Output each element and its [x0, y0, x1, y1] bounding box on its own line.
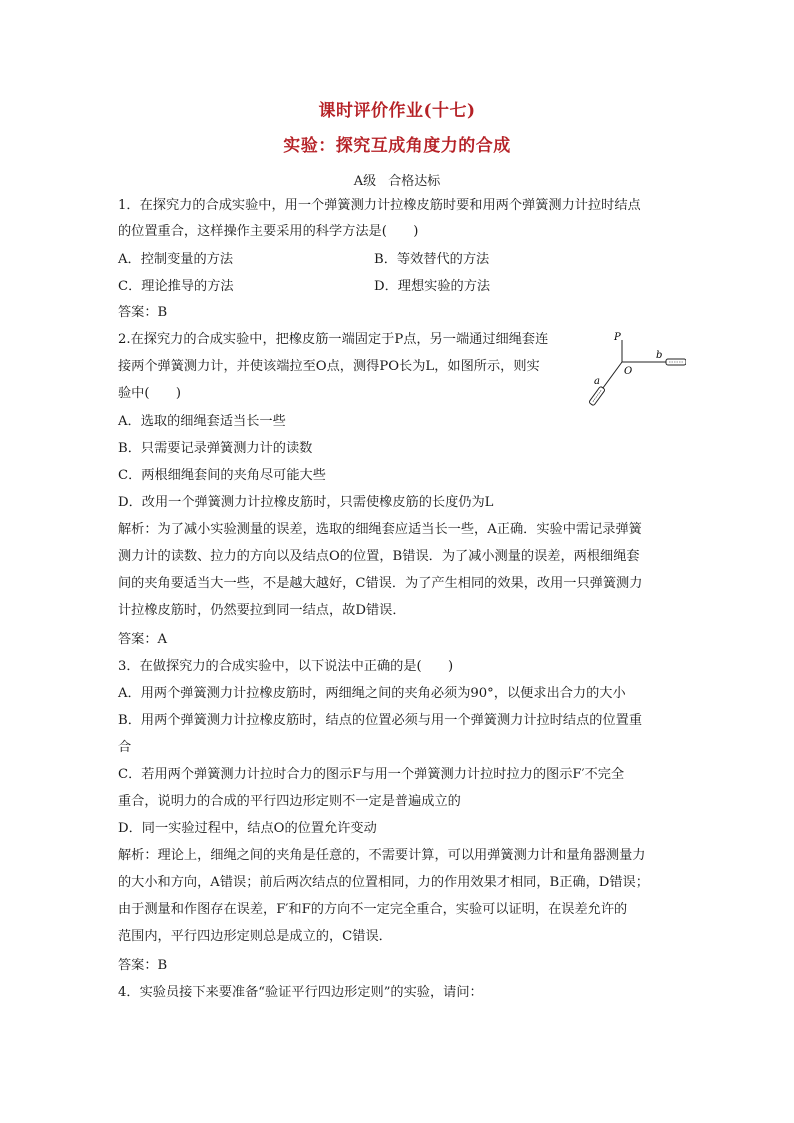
q1-option-a: A．控制变量的方法 [118, 252, 234, 267]
q2-analysis-line: 解析：为了减小实验测量的误差，选取的细绳套应适当长一些，A正确．实验中需记录弹簧 [118, 522, 642, 537]
level-label: A级 [353, 174, 377, 189]
q2-stem-line: 验中( ) [118, 386, 182, 401]
q3-analysis-line: 范围内，平行四边形定则总是成立的，C错误． [118, 929, 392, 944]
q3-answer: 答案：B [118, 958, 168, 973]
q3-analysis-line: 解析：理论上，细绳之间的夹角是任意的，不需要计算，可以用弹簧测力计和量角器测量力 [118, 848, 646, 863]
q2-answer: 答案：A [118, 632, 168, 647]
q3-option-d: D．同一实验过程中，结点O的位置允许变动 [118, 821, 377, 836]
q2-stem-line: 2.在探究力的合成实验中，把橡皮筋一端固定于P点，另一端通过细绳套连 [118, 332, 549, 347]
label-a: a [594, 376, 600, 387]
q3-stem: 3．在做探究力的合成实验中，以下说法中正确的是( ) [118, 659, 454, 674]
q1-stem-line: 的位置重合，这样操作主要采用的科学方法是( ) [118, 224, 419, 239]
q3-option-c: C．若用两个弹簧测力计拉时合力的图示F与用一个弹簧测力计拉时拉力的图示F′不完全 [118, 767, 625, 782]
q3-analysis-line: 的大小和方向，A错误；前后两次结点的位置相同，力的作用效果才相同，B正确，D错误； [118, 875, 649, 890]
page-subtitle: 实验：探究互成角度力的合成 [283, 136, 511, 156]
q1-stem-line: 1．在探究力的合成实验中，用一个弹簧测力计拉橡皮筋时要和用两个弹簧测力计拉时结点 [118, 198, 641, 213]
label-b: b [656, 350, 663, 361]
q2-analysis-line: 计拉橡皮筋时，仍然要拉到同一结点，故D错误． [118, 603, 406, 618]
q3-option-b: B．用两个弹簧测力计拉橡皮筋时，结点的位置必须与用一个弹簧测力计拉时结点的位置重 [118, 713, 642, 728]
q1-option-c: C．理论推导的方法 [118, 279, 234, 294]
q2-stem-line: 接两个弹簧测力计，并使该端拉至O点，测得PO长为L，如图所示，则实 [118, 359, 540, 374]
level-desc: 合格达标 [388, 174, 441, 189]
string-a-line [600, 362, 622, 392]
q4-stem: 4．实验员接下来要准备“验证平行四边形定则”的实验，请问： [118, 985, 483, 1000]
q2-analysis-line: 间的夹角要适当大一些，不是越大越好，C错误．为了产生相同的效果，改用一只弹簧测力 [118, 576, 643, 591]
q1-option-b: B．等效替代的方法 [374, 252, 490, 267]
q3-option-b-cont: 合 [118, 740, 132, 755]
q1-option-d: D．理想实验的方法 [374, 279, 491, 294]
q3-option-a: A．用两个弹簧测力计拉橡皮筋时，两细绳之间的夹角必须为90°，以便求出合力的大小 [118, 686, 626, 701]
q3-option-c-cont: 重合，说明力的合成的平行四边形定则不一定是普遍成立的 [118, 794, 461, 809]
q2-option-c: C．两根细绳套间的夹角尽可能大些 [118, 468, 326, 483]
q2-option-b: B．只需要记录弹簧测力计的读数 [118, 441, 313, 456]
q2-option-a: A．选取的细绳套适当长一些 [118, 414, 286, 429]
q3-analysis-line: 由于测量和作图存在误差，F′和F的方向不一定完全重合，实验可以证明，在误差允许的 [118, 902, 628, 917]
label-o: O [624, 366, 633, 377]
page-title: 课时评价作业(十七) [318, 101, 476, 121]
q2-option-d: D．改用一个弹簧测力计拉橡皮筋时，只需使橡皮筋的长度仍为L [118, 495, 494, 510]
experiment-figure [586, 330, 686, 410]
q1-answer: 答案：B [118, 305, 168, 320]
spring-scale-a [589, 386, 606, 406]
q2-analysis-line: 测力计的读数、拉力的方向以及结点O的位置，B错误．为了减小测量的误差，两根细绳套 [118, 549, 640, 564]
label-p: P [614, 332, 621, 343]
level-heading [0, 170, 794, 189]
